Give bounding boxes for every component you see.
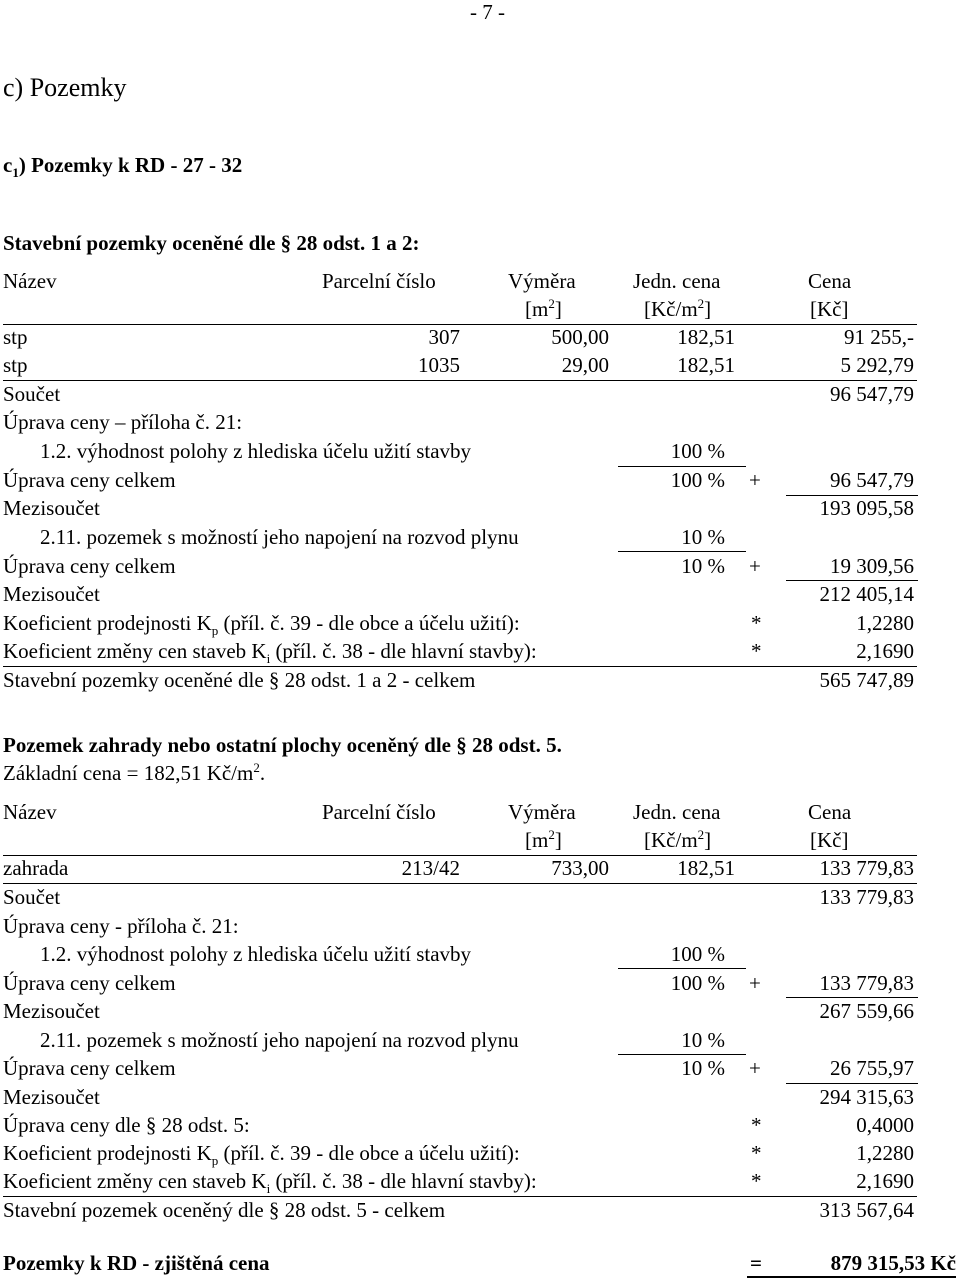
percent-underline [618, 466, 746, 467]
adjustment-item-percent: 100 % [670, 942, 725, 966]
coefficient-kp-value: 1,2280 [856, 611, 914, 635]
row-unit-price: 182,51 [677, 856, 735, 880]
row-unit-price: 182,51 [677, 325, 735, 349]
col-name-header: Název [3, 269, 57, 293]
coefficient-kp-label: Koeficient prodejnosti $K_p$ (příl. č. 39 - dle obce a účelu užití): [3, 611, 520, 639]
section-total-label: Stavební pozemek oceněný dle § 28 odst. 5 - celkem [3, 1198, 446, 1222]
multiply-sign: * [751, 1113, 762, 1137]
row-area: 500,00 [551, 325, 609, 349]
col-price-header: Cena [808, 269, 852, 293]
section1-title: Stavební pozemky oceněné dle § 28 odst. 1 a 2: [3, 231, 420, 255]
adjustment-total-label: Úprava ceny celkem [3, 554, 176, 578]
page-number: - 7 - [470, 0, 505, 24]
rows-divider [3, 883, 917, 884]
value-underline [786, 580, 918, 581]
rows-divider [3, 380, 917, 381]
col-price-unit: [Kč] [810, 297, 849, 321]
sum-label: Součet [3, 382, 61, 406]
col-unit-price-header: Jedn. cena [633, 800, 721, 824]
row-name: stp [3, 325, 28, 349]
coefficient-kp-label: Koeficient prodejnosti $K_p$ (příl. č. 39 - dle obce a účelu užití): [3, 1141, 520, 1169]
adjustment-total-percent: 10 % [681, 554, 725, 578]
multiply-sign: * [751, 1141, 762, 1165]
row-area: 29,00 [561, 353, 609, 377]
plus-sign: + [749, 554, 761, 578]
final-underline [747, 1276, 956, 1278]
adjustment-total-percent: 100 % [670, 468, 725, 492]
row-parcel: 213/42 [401, 856, 460, 880]
multiply-sign: * [751, 611, 762, 635]
col-unit-price-unit: $[Kč/m^2]$ [644, 296, 712, 321]
plus-sign: + [749, 1056, 761, 1080]
col-area-header: Výměra [508, 269, 576, 293]
col-area-unit: $[m^2]$ [525, 296, 562, 321]
coefficient-ki-value: 2,1690 [856, 1169, 914, 1193]
row-area: 733,00 [551, 856, 609, 880]
adjustment-total-label: Úprava ceny celkem [3, 468, 176, 492]
adjustment-item-label: 1.2. výhodnost polohy z hlediska účelu užití stavby [40, 942, 472, 966]
adjustment-item-percent: 10 % [681, 1028, 725, 1052]
col-price-unit: [Kč] [810, 828, 849, 852]
subtotal-value: 193 095,58 [819, 496, 914, 520]
row-parcel: 1035 [418, 353, 460, 377]
row-name: zahrada [3, 856, 69, 880]
adjustment-28-value: 0,4000 [856, 1113, 914, 1137]
subtotal-label: Mezisoučet [3, 582, 100, 606]
subsection-heading: $c_1$) Pozemky k RD - 27 - 32 [3, 153, 243, 181]
final-price-label: Pozemky k RD - zjištěná cena [3, 1251, 270, 1275]
percent-underline [618, 1054, 746, 1055]
col-name-header: Název [3, 800, 57, 824]
header-divider [3, 855, 917, 856]
sum-label: Součet [3, 885, 61, 909]
adjustment-total-percent: 10 % [681, 1056, 725, 1080]
adjustment-total-percent: 100 % [670, 971, 725, 995]
col-unit-price-unit: $[Kč/m^2]$ [644, 827, 712, 852]
final-price-value: 879 315,53 Kč [830, 1251, 956, 1275]
row-parcel: 307 [428, 325, 460, 349]
adjustment-item-label: 2.11. pozemek s možností jeho napojení na rozvod plynu [40, 525, 519, 549]
adjustment-item-label: 1.2. výhodnost polohy z hlediska účelu užití stavby [40, 439, 472, 463]
section-total-value: 565 747,89 [819, 668, 914, 692]
adjustment-item-label: 2.11. pozemek s možností jeho napojení na rozvod plynu [40, 1028, 519, 1052]
header-divider [3, 324, 917, 325]
percent-underline [618, 968, 746, 969]
row-price: 133 779,83 [819, 856, 914, 880]
adjustment-total-value: 19 309,56 [830, 554, 914, 578]
col-parcel-header: Parcelní číslo [322, 269, 436, 293]
col-unit-price-header: Jedn. cena [633, 269, 721, 293]
adjustment-total-value: 26 755,97 [830, 1056, 914, 1080]
coefficient-kp-value: 1,2280 [856, 1141, 914, 1165]
row-price: 91 255,- [844, 325, 914, 349]
col-area-header: Výměra [508, 800, 576, 824]
coefficient-ki-label: Koeficient změny cen staveb $K_i$ (příl. č. 38 - dle hlavní stavby): [3, 1169, 537, 1197]
multiply-sign: * [751, 639, 762, 663]
row-price: 5 292,79 [840, 353, 914, 377]
row-name: stp [3, 353, 28, 377]
subtotal-value: 212 405,14 [819, 582, 914, 606]
adjustment-total-value: 133 779,83 [819, 971, 914, 995]
subtotal-label: Mezisoučet [3, 1085, 100, 1109]
adjustment-total-label: Úprava ceny celkem [3, 1056, 176, 1080]
sum-value: 96 547,79 [830, 382, 914, 406]
coefficient-ki-value: 2,1690 [856, 639, 914, 663]
sum-value: 133 779,83 [819, 885, 914, 909]
value-underline [786, 1083, 918, 1084]
subtotal-label: Mezisoučet [3, 496, 100, 520]
adjustment-28-label: Úprava ceny dle § 28 odst. 5: [3, 1113, 250, 1137]
section2-title: Pozemek zahrady nebo ostatní plochy oceněný dle § 28 odst. 5. [3, 733, 562, 757]
total-divider [3, 666, 917, 667]
col-price-header: Cena [808, 800, 852, 824]
subtotal-label: Mezisoučet [3, 999, 100, 1023]
subtotal-value: 294 315,63 [819, 1085, 914, 1109]
row-unit-price: 182,51 [677, 353, 735, 377]
section-heading: c) Pozemky [3, 73, 127, 102]
section-total-value: 313 567,64 [819, 1198, 914, 1222]
base-price: Základní cena = 182,51 $Kč/m^2$. [3, 760, 266, 785]
percent-underline [618, 551, 746, 552]
adjustment-total-label: Úprava ceny celkem [3, 971, 176, 995]
col-area-unit: $[m^2]$ [525, 827, 562, 852]
multiply-sign: * [751, 1169, 762, 1193]
adjustment-item-percent: 100 % [670, 439, 725, 463]
equals-sign: = [750, 1251, 762, 1275]
plus-sign: + [749, 468, 761, 492]
section-total-label: Stavební pozemky oceněné dle § 28 odst. 1 a 2 - celkem [3, 668, 476, 692]
adjustment-item-percent: 10 % [681, 525, 725, 549]
subtotal-value: 267 559,66 [819, 999, 914, 1023]
adjustment-title: Úprava ceny – příloha č. 21: [3, 410, 243, 434]
adjustment-title: Úprava ceny - příloha č. 21: [3, 914, 239, 938]
col-parcel-header: Parcelní číslo [322, 800, 436, 824]
value-underline [786, 997, 918, 998]
adjustment-total-value: 96 547,79 [830, 468, 914, 492]
plus-sign: + [749, 971, 761, 995]
total-divider [3, 1196, 917, 1197]
coefficient-ki-label: Koeficient změny cen staveb $K_i$ (příl. č. 38 - dle hlavní stavby): [3, 639, 537, 667]
